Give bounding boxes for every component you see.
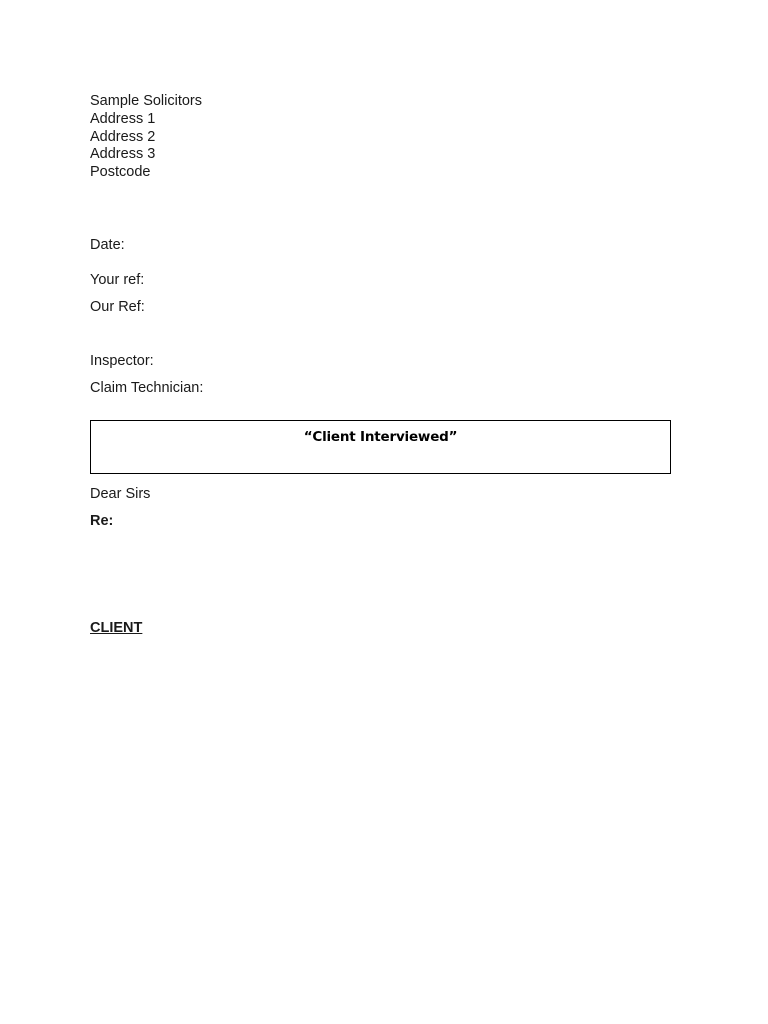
address-line-1: Address 1: [90, 110, 156, 127]
inspector-label: Inspector:: [90, 353, 154, 369]
address-line-3: Address 3: [90, 146, 156, 163]
recipient-name: Sample Solicitors: [90, 93, 203, 109]
document-title: “Client Interviewed”: [303, 429, 458, 445]
claim-technician-label: Claim Technician:: [90, 380, 204, 396]
your-ref-label: Your ref:: [90, 272, 145, 288]
our-ref-label: Our Ref:: [90, 299, 145, 315]
date-label: Date:: [90, 237, 125, 253]
re-label: Re:: [90, 513, 114, 529]
salutation: Dear Sirs: [90, 486, 151, 502]
client-heading: CLIENT: [90, 620, 143, 636]
title-box: [90, 420, 671, 474]
postcode: Postcode: [90, 164, 151, 181]
address-line-2: Address 2: [90, 128, 156, 145]
recipient-address-block: [90, 93, 202, 182]
